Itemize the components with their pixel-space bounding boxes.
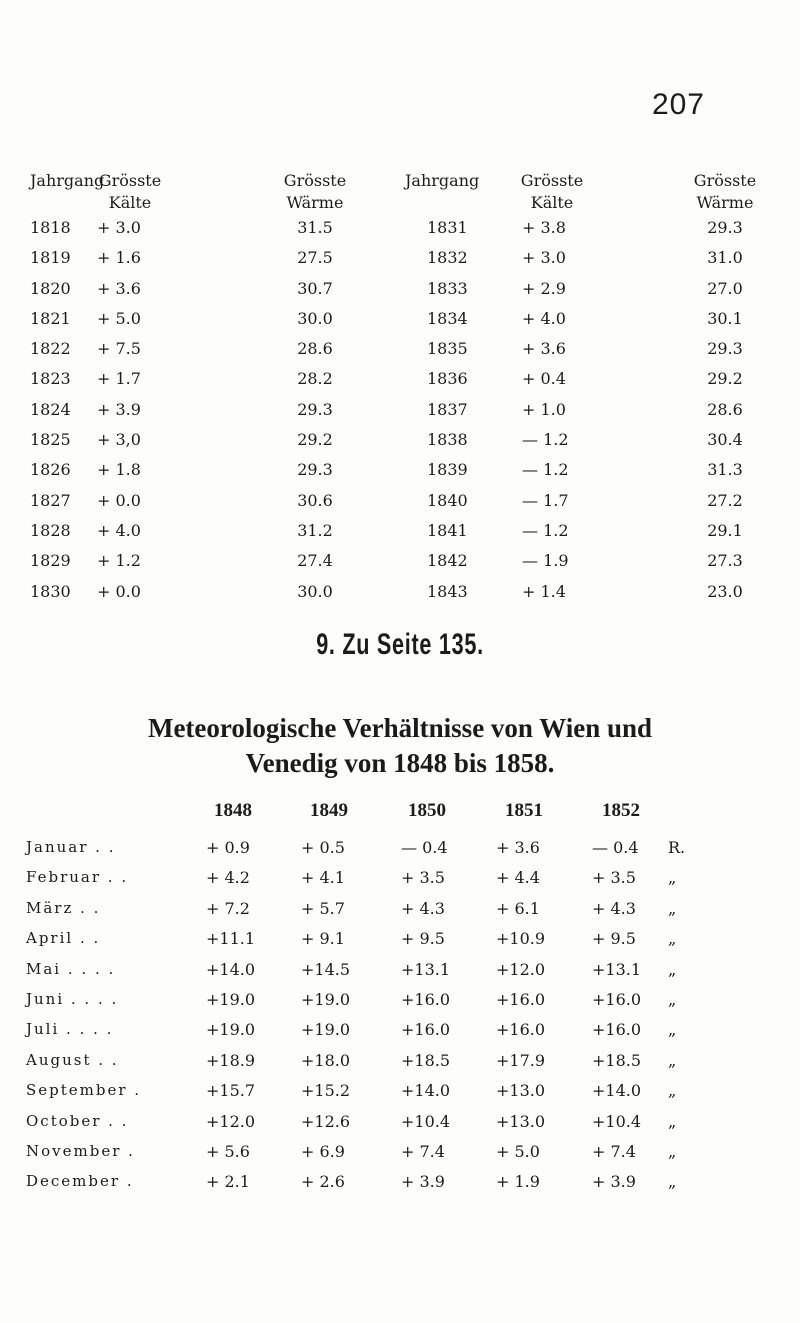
value-cell: + 4.4: [496, 868, 540, 888]
unit-mark: „: [668, 1081, 677, 1101]
table-row: [26, 1051, 786, 1081]
table-row: [30, 400, 770, 430]
cold-cell: + 2.9: [522, 278, 566, 298]
year-header-row: [26, 800, 786, 838]
warm-cell: 29.1: [707, 520, 743, 540]
year-cell: 1836: [427, 369, 468, 389]
year-cell: 1843: [427, 581, 468, 601]
table-row: [26, 838, 786, 868]
table-row: [26, 1142, 786, 1172]
warm-cell: 23.0: [707, 581, 743, 601]
value-cell: + 3.5: [592, 868, 636, 888]
value-cell: + 5.6: [206, 1141, 250, 1161]
cold-cell: + 1.4: [522, 581, 566, 601]
value-cell: +16.0: [496, 989, 546, 1009]
year-cell: 1832: [427, 248, 468, 268]
value-cell: +19.0: [301, 1020, 351, 1040]
cold-cell: + 3.0: [97, 218, 141, 237]
value-cell: + 1.9: [496, 1172, 540, 1192]
month-label: October . .: [26, 1111, 129, 1130]
unit-mark: „: [668, 1172, 677, 1192]
value-cell: +12.6: [301, 1111, 351, 1131]
value-cell: +18.9: [206, 1050, 256, 1070]
cold-cell: — 1.2: [522, 430, 569, 450]
month-label: December .: [26, 1172, 134, 1191]
value-cell: +11.1: [206, 929, 256, 949]
value-cell: +13.0: [496, 1111, 546, 1131]
month-label: Februar . .: [26, 868, 129, 887]
value-cell: + 3.9: [401, 1172, 445, 1192]
value-cell: +17.9: [496, 1050, 546, 1070]
value-cell: +14.0: [401, 1081, 451, 1101]
unit-mark: „: [668, 898, 677, 918]
year-cell: 1838: [427, 430, 468, 450]
heading-line-2: Venedig von 1848 bis 1858.: [245, 748, 555, 778]
table-row: [30, 218, 770, 248]
cold-cell: + 3.8: [522, 218, 566, 237]
value-cell: +18.5: [401, 1050, 451, 1070]
value-cell: +14.5: [301, 959, 351, 979]
unit-mark: „: [668, 1050, 677, 1070]
table-row: [30, 279, 770, 309]
value-cell: + 6.1: [496, 898, 540, 918]
year-cell: 1826: [30, 460, 71, 480]
warm-cell: 28.2: [297, 369, 333, 389]
year-cell: 1828: [30, 520, 71, 540]
year-header: 1851: [505, 800, 543, 821]
unit-mark: „: [668, 989, 677, 1009]
value-cell: +16.0: [401, 1020, 451, 1040]
cold-cell: + 1.0: [522, 399, 566, 419]
year-cell: 1830: [30, 581, 71, 601]
warm-cell: 31.3: [707, 460, 743, 480]
value-cell: + 9.1: [301, 929, 345, 949]
warm-cell: 28.6: [297, 339, 333, 359]
value-cell: +14.0: [206, 959, 256, 979]
year-cell: 1819: [30, 248, 71, 268]
value-cell: + 5.0: [496, 1141, 540, 1161]
unit-mark: „: [668, 868, 677, 888]
cold-cell: + 1.7: [97, 369, 141, 389]
year-cell: 1823: [30, 369, 71, 389]
warm-cell: 28.6: [707, 399, 743, 419]
value-cell: +16.0: [592, 989, 642, 1009]
cold-cell: — 1.9: [522, 551, 569, 571]
value-cell: +12.0: [496, 959, 546, 979]
value-cell: — 0.4: [592, 838, 639, 857]
cold-cell: — 1.7: [522, 490, 569, 510]
warm-cell: 31.5: [297, 218, 333, 237]
warm-cell: 30.6: [297, 490, 333, 510]
cold-cell: + 3.9: [97, 399, 141, 419]
warm-cell: 27.0: [707, 278, 743, 298]
cold-cell: + 1.2: [97, 551, 141, 571]
warm-cell: 29.2: [297, 430, 333, 450]
table-row: [30, 369, 770, 399]
table-row: [26, 899, 786, 929]
value-cell: + 4.1: [301, 868, 345, 888]
cold-cell: + 3.6: [522, 339, 566, 359]
value-cell: +19.0: [206, 1020, 256, 1040]
header-warm-left: Grösste Wärme: [283, 171, 347, 212]
header-warm-right: Grösste Wärme: [693, 171, 757, 212]
value-cell: +15.7: [206, 1081, 256, 1101]
cold-cell: + 4.0: [522, 308, 566, 328]
value-cell: +19.0: [301, 989, 351, 1009]
value-cell: + 2.6: [301, 1172, 345, 1192]
value-cell: + 5.7: [301, 898, 345, 918]
cold-cell: + 3.0: [522, 248, 566, 268]
month-label: Juni . . . .: [26, 989, 119, 1008]
year-cell: 1825: [30, 430, 71, 450]
year-cell: 1827: [30, 490, 71, 510]
year-cell: 1821: [30, 308, 71, 328]
value-cell: +12.0: [206, 1111, 256, 1131]
warm-cell: 29.3: [707, 339, 743, 359]
cold-cell: — 1.2: [522, 460, 569, 480]
month-label: Mai . . . .: [26, 959, 116, 978]
warm-cell: 30.0: [297, 581, 333, 601]
year-cell: 1834: [427, 308, 468, 328]
value-cell: + 0.5: [301, 838, 345, 857]
year-cell: 1833: [427, 278, 468, 298]
value-cell: + 7.4: [401, 1141, 445, 1161]
cold-cell: + 3.6: [97, 278, 141, 298]
table-row: [30, 430, 770, 460]
table-row: [26, 1020, 786, 1050]
value-cell: +13.0: [496, 1081, 546, 1101]
year-cell: 1839: [427, 460, 468, 480]
value-cell: +19.0: [206, 989, 256, 1009]
year-cell: 1840: [427, 490, 468, 510]
value-cell: + 4.3: [592, 898, 636, 918]
value-cell: +10.4: [401, 1111, 451, 1131]
value-cell: + 4.3: [401, 898, 445, 918]
value-cell: + 9.5: [592, 929, 636, 949]
month-label: Juli . . . .: [26, 1020, 114, 1039]
value-cell: +13.1: [401, 959, 451, 979]
value-cell: +14.0: [592, 1081, 642, 1101]
warm-cell: 30.0: [297, 308, 333, 328]
table-row: [30, 582, 770, 612]
cold-cell: + 3,0: [97, 430, 141, 450]
vienna-venice-table: [26, 800, 786, 1203]
table-row: [26, 960, 786, 990]
value-cell: +16.0: [592, 1020, 642, 1040]
cold-cell: + 0.4: [522, 369, 566, 389]
value-cell: + 7.2: [206, 898, 250, 918]
warm-cell: 30.4: [707, 430, 743, 450]
warm-cell: 31.2: [297, 520, 333, 540]
value-cell: + 3.5: [401, 868, 445, 888]
year-cell: 1818: [30, 218, 71, 237]
unit-mark: „: [668, 1141, 677, 1161]
value-cell: + 3.9: [592, 1172, 636, 1192]
table-row: [26, 1172, 786, 1202]
value-cell: +16.0: [401, 989, 451, 1009]
value-cell: + 7.4: [592, 1141, 636, 1161]
year-cell: 1820: [30, 278, 71, 298]
warm-cell: 29.3: [297, 399, 333, 419]
header-year-right: Jahrgang: [405, 171, 480, 190]
cold-cell: — 1.2: [522, 520, 569, 540]
year-cell: 1829: [30, 551, 71, 571]
table-header: [30, 170, 770, 218]
year-cell: 1841: [427, 520, 468, 540]
year-cell: 1842: [427, 551, 468, 571]
value-cell: +10.4: [592, 1111, 642, 1131]
value-cell: +15.2: [301, 1081, 351, 1101]
year-header: 1849: [310, 800, 348, 821]
month-label: Januar . .: [26, 838, 116, 856]
year-cell: 1835: [427, 339, 468, 359]
value-cell: +13.1: [592, 959, 642, 979]
warm-cell: 27.4: [297, 551, 333, 571]
cold-cell: + 1.8: [97, 460, 141, 480]
month-label: August . .: [26, 1050, 119, 1069]
year-header: 1848: [214, 800, 252, 821]
value-cell: +10.9: [496, 929, 546, 949]
year-cell: 1837: [427, 399, 468, 419]
table-row: [30, 551, 770, 581]
warm-cell: 29.2: [707, 369, 743, 389]
cold-cell: + 0.0: [97, 581, 141, 601]
value-cell: +18.5: [592, 1050, 642, 1070]
table-row: [30, 460, 770, 490]
header-year-left: Jahrgang: [30, 171, 105, 190]
warm-cell: 31.0: [707, 248, 743, 268]
table-row: [30, 339, 770, 369]
value-cell: + 0.9: [206, 838, 250, 857]
warm-cell: 30.7: [297, 278, 333, 298]
table-row: [26, 990, 786, 1020]
year-cell: 1824: [30, 399, 71, 419]
table-row: [26, 929, 786, 959]
cold-cell: + 1.6: [97, 248, 141, 268]
table-row: [26, 1112, 786, 1142]
extreme-temperature-table: [30, 170, 770, 612]
table-row: [26, 868, 786, 898]
unit-mark: „: [668, 1020, 677, 1040]
table-row: [30, 309, 770, 339]
table-row: [30, 521, 770, 551]
year-header: 1850: [408, 800, 446, 821]
cold-cell: + 0.0: [97, 490, 141, 510]
value-cell: +16.0: [496, 1020, 546, 1040]
year-header: 1852: [602, 800, 640, 821]
unit-mark: „: [668, 959, 677, 979]
value-cell: + 9.5: [401, 929, 445, 949]
value-cell: + 3.6: [496, 838, 540, 857]
month-label: September .: [26, 1081, 142, 1100]
value-cell: + 2.1: [206, 1172, 250, 1192]
page-number: 207: [651, 88, 705, 121]
table-row: [26, 1081, 786, 1111]
value-cell: + 6.9: [301, 1141, 345, 1161]
cold-cell: + 4.0: [97, 520, 141, 540]
header-cold-left: Grösste Kälte: [98, 171, 162, 212]
heading-line-1: Meteorologische Verhältnisse von Wien und: [147, 713, 653, 743]
warm-cell: 29.3: [297, 460, 333, 480]
table-row: [30, 248, 770, 278]
month-label: März . .: [26, 898, 101, 917]
value-cell: + 4.2: [206, 868, 250, 888]
warm-cell: 27.5: [297, 248, 333, 268]
month-label: April . .: [26, 929, 101, 948]
cold-cell: + 7.5: [97, 339, 141, 359]
warm-cell: 27.3: [707, 551, 743, 571]
value-cell: — 0.4: [401, 838, 448, 857]
unit-mark: „: [668, 1111, 677, 1131]
value-cell: +18.0: [301, 1050, 351, 1070]
year-cell: 1822: [30, 339, 71, 359]
cold-cell: + 5.0: [97, 308, 141, 328]
section-title: 9. Zu Seite 135.: [316, 628, 484, 661]
month-label: November .: [26, 1141, 135, 1160]
warm-cell: 27.2: [707, 490, 743, 510]
warm-cell: 29.3: [707, 218, 743, 237]
warm-cell: 30.1: [707, 308, 743, 328]
unit-mark: R.: [668, 838, 686, 857]
year-cell: 1831: [427, 218, 468, 237]
header-cold-right: Grösste Kälte: [520, 171, 584, 212]
table-row: [30, 491, 770, 521]
unit-mark: „: [668, 929, 677, 949]
